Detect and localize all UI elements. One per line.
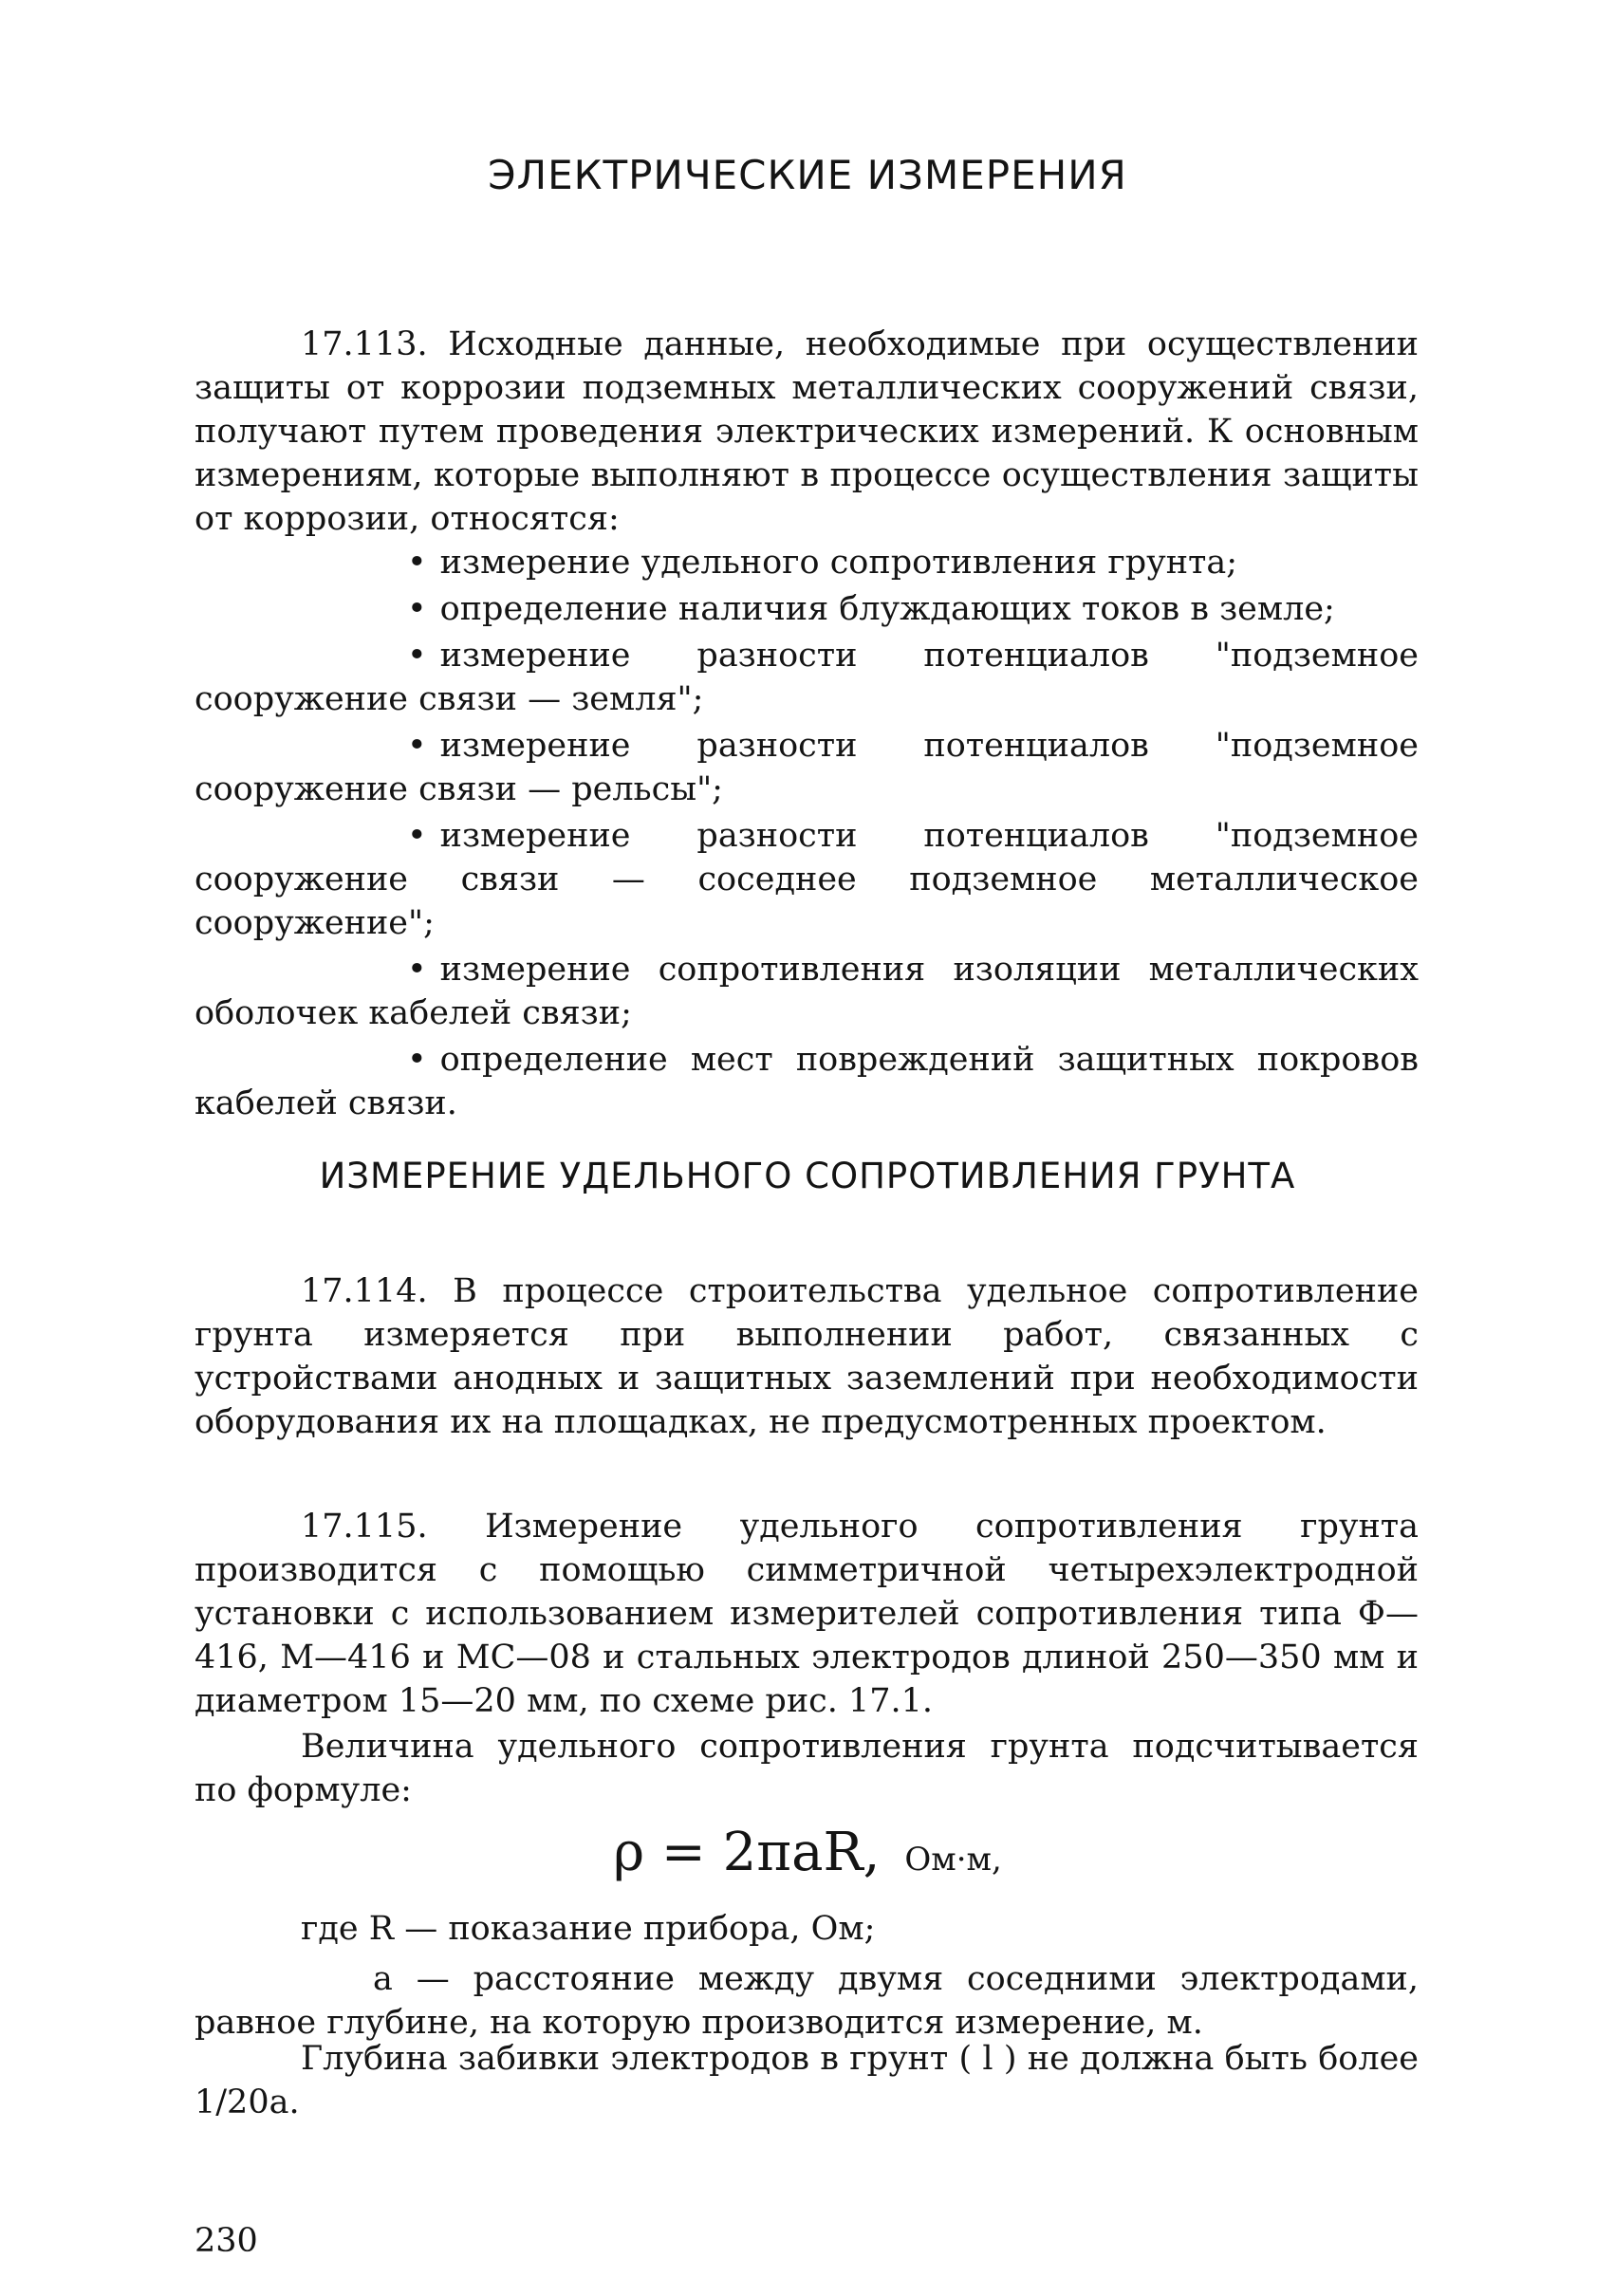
list-item (195, 634, 1419, 721)
bullet-icon: • (407, 544, 427, 582)
measurement-list (195, 541, 1419, 1128)
formula-expression: ρ = 2πaR, (613, 1822, 881, 1883)
definition-a: а — расстояние между двумя соседними электродами, равное глубине, на которую производится измерение, м. (195, 1960, 1419, 2042)
list-item-text: измерение разности потенциалов "подземное сооружение связи — соседнее подземное металлическое сооружение"; (195, 817, 1419, 942)
list-item (195, 814, 1419, 945)
section-heading: ИЗМЕРЕНИЕ УДЕЛЬНОГО СОПРОТИВЛЕНИЯ ГРУНТА (319, 1156, 1296, 1196)
page-number: 230 (195, 2222, 258, 2260)
paragraph-17-113: 17.113. Исходные данные, необходимые при осуществлении защиты от коррозии подземных металлических сооружений связи, получают путем проведения электрических измерений. К основным измерениям, которые выполняют в процессе осуществления защиты от коррозии, относятся: (195, 325, 1419, 538)
list-item-text: определение наличия блуждающих токов в земле; (439, 590, 1335, 628)
resistivity-formula (0, 1820, 1615, 1893)
bullet-icon: • (407, 1041, 427, 1079)
list-item-text: измерение разности потенциалов "подземное сооружение связи — земля"; (195, 637, 1419, 718)
list-item-text: измерение сопротивления изоляции металлических оболочек кабелей связи; (195, 951, 1419, 1032)
formula-intro: Величина удельного сопротивления грунта подсчитывается по формуле: (195, 1728, 1419, 1809)
list-item (195, 587, 1419, 631)
formula-unit: Ом·м, (904, 1841, 1002, 1879)
bullet-icon: • (407, 590, 427, 628)
list-item-text: определение мест повреждений защитных покровов кабелей связи. (195, 1041, 1419, 1122)
list-item-text: измерение разности потенциалов "подземное сооружение связи — рельсы"; (195, 727, 1419, 808)
page-title: ЭЛЕКТРИЧЕСКИЕ ИЗМЕРЕНИЯ (488, 152, 1127, 198)
list-item (195, 948, 1419, 1035)
bullet-icon: • (407, 637, 427, 675)
list-item (195, 541, 1419, 584)
bullet-icon: • (407, 727, 427, 765)
list-item-text: измерение удельного сопротивления грунта; (439, 544, 1238, 582)
paragraph-17-115: 17.115. Измерение удельного сопротивления грунта производится с помощью симметричной четырехэлектродной установки с использованием измерителей сопротивления типа Ф—416, М—416 и МС—08 и стальных электродов длиной 250—350 мм и диаметром 15—20 мм, по схеме рис. 17.1. (195, 1508, 1419, 1720)
list-item (195, 724, 1419, 811)
bullet-icon: • (407, 951, 427, 989)
paragraph-17-114: 17.114. В процессе строительства удельное сопротивление грунта измеряется при выполнении работ, связанных с устройствами анодных и защитных заземлений при необходимости оборудования их на площадках, не предусмотренных проектом. (195, 1272, 1419, 1441)
list-item (195, 1038, 1419, 1125)
definition-r: где R — показание прибора, Ом; (301, 1910, 876, 1948)
electrode-depth-note: Глубина забивки электродов в грунт ( l ) не должна быть более 1/20а. (195, 2040, 1419, 2121)
bullet-icon: • (407, 817, 427, 855)
